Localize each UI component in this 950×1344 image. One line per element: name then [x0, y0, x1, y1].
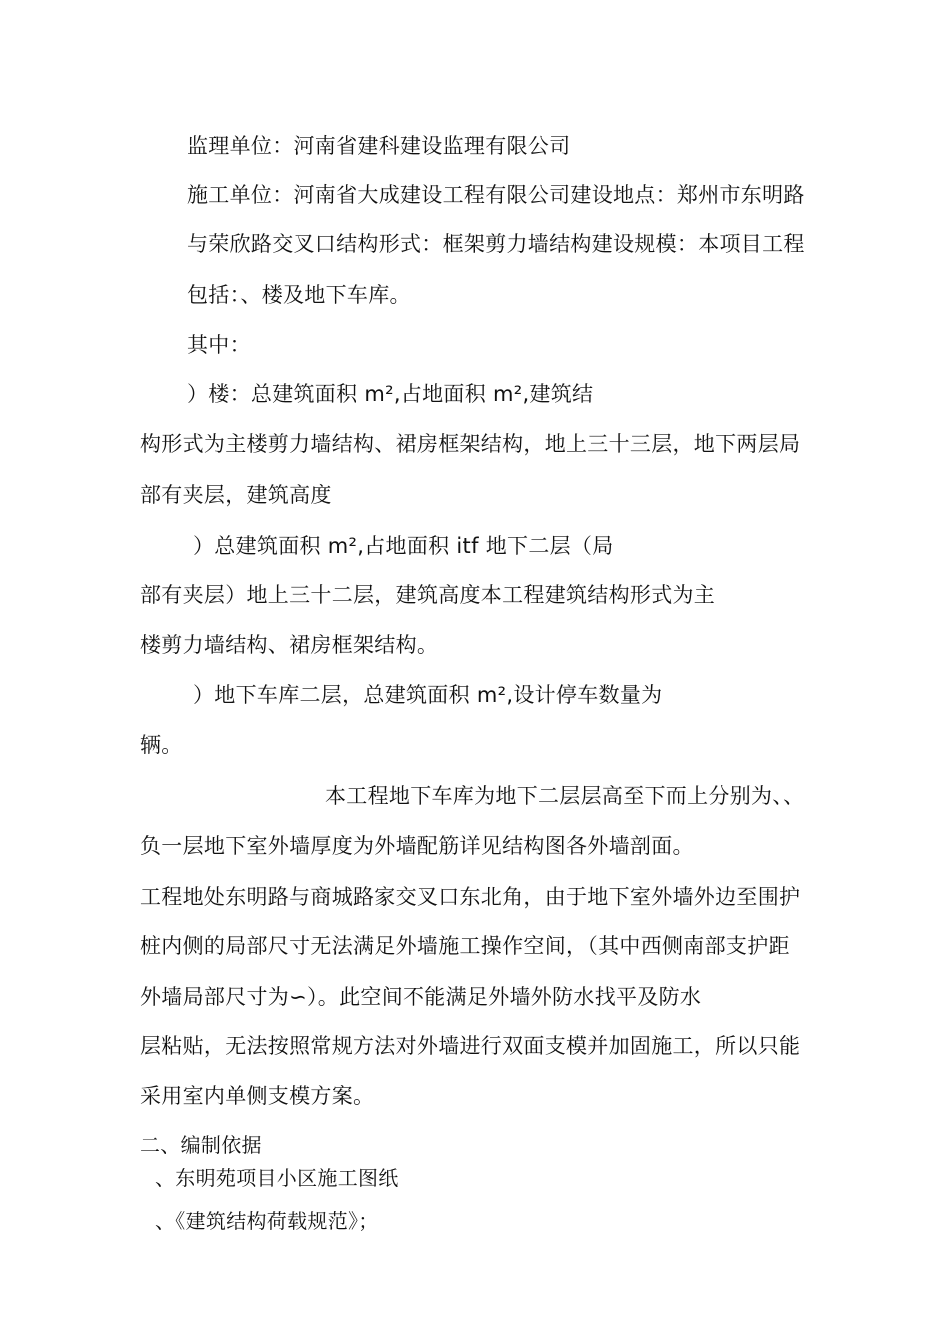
- building-1-height-line: 部有夹层，建筑高度: [140, 483, 332, 507]
- formwork-method-line: 层粘贴，无法按照常规方法对外墙进行双面支模并加固施工，所以只能: [140, 1034, 801, 1058]
- basis-item-load-code: 、《建筑结构荷载规范》；: [155, 1209, 379, 1233]
- building-2-structure-line: 楼剪力墙结构、裙房框架结构。: [140, 633, 439, 657]
- among-heading: 其中：: [187, 333, 251, 357]
- structure-form-line: 与荣欣路交叉口结构形式：框架剪力墙结构建设规模：本项目工程: [187, 232, 805, 256]
- garage-floor-height-line: 本工程地下车库为地下二层层高至下而上分别为、、: [325, 784, 805, 808]
- space-limit-line: 桩内侧的局部尺寸无法满足外墙施工操作空间，（其中西侧南部支护距: [140, 934, 790, 958]
- basis-item-drawings: 、东明苑项目小区施工图纸: [155, 1166, 399, 1190]
- building-2-line: ）总建筑面积 m²,占地面积 itf 地下二层（局: [193, 534, 614, 558]
- single-side-formwork-line: 采用室内单侧支模方案。: [140, 1084, 375, 1108]
- garage-line: ）地下车库二层，总建筑面积 m²,设计停车数量为: [193, 683, 663, 707]
- garage-vehicles-line: 辆。: [140, 733, 183, 757]
- construction-unit-line: 施工单位：河南省大成建设工程有限公司建设地点：郑州市东明路: [187, 183, 805, 207]
- scope-line: 包括：、楼及地下车库。: [187, 283, 411, 307]
- building-1-line: ）楼：总建筑面积 m²,占地面积 m²,建筑结: [187, 382, 594, 406]
- supervision-unit-line: 监理单位：河南省建科建设监理有限公司: [187, 134, 571, 158]
- wall-dimension-line: 外墙局部尺寸为∽）。此空间不能满足外墙外防水找平及防水: [140, 985, 702, 1009]
- site-location-line: 工程地处东明路与商城路家交叉口东北角，由于地下室外墙外边至围护: [140, 885, 801, 909]
- building-2-floors-line: 部有夹层）地上三十二层，建筑高度本工程建筑结构形式为主: [140, 583, 716, 607]
- section-heading-basis: 二、编制依据: [140, 1133, 262, 1157]
- building-1-structure-line: 构形式为主楼剪力墙结构、裙房框架结构，地上三十三层，地下两层局: [140, 432, 801, 456]
- wall-thickness-line: 负一层地下室外墙厚度为外墙配筋详见结构图各外墙剖面。: [140, 834, 694, 858]
